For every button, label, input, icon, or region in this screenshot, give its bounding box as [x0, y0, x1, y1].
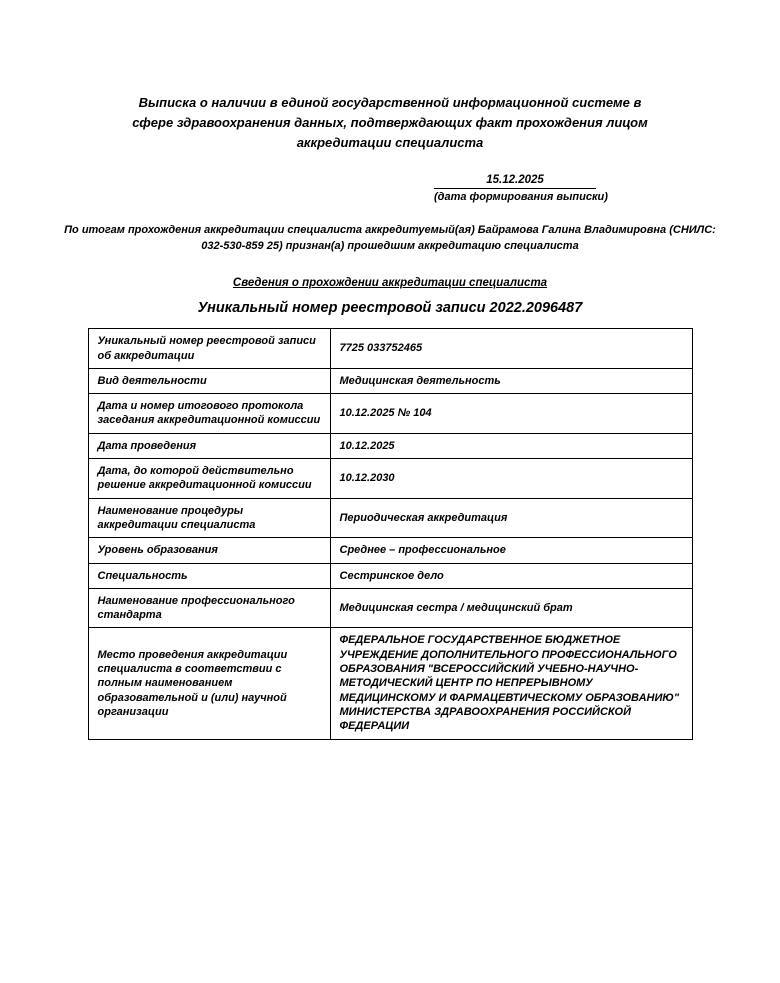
row-value: 10.12.2025 № 104: [330, 394, 692, 434]
row-value: Периодическая аккредитация: [330, 498, 692, 538]
row-value: 10.12.2025: [330, 433, 692, 458]
document-page: [0, 93, 780, 983]
row-value: Сестринское дело: [330, 563, 692, 588]
row-label: Наименование процедуры аккредитации специалиста: [88, 498, 330, 538]
table-row: [88, 588, 692, 628]
table-row: [88, 459, 692, 499]
registry-number-heading: Уникальный номер реестровой записи 2022.2096487: [197, 300, 583, 317]
row-value: Медицинская деятельность: [330, 368, 692, 393]
table-row: [88, 433, 692, 458]
row-value: 10.12.2030: [330, 459, 692, 499]
row-label: Уровень образования: [88, 538, 330, 563]
table-row: [88, 368, 692, 393]
row-label: Наименование профессионального стандарта: [88, 588, 330, 628]
row-value: 7725 033752465: [330, 329, 692, 369]
document-title: Выписка о наличии в единой государственной информационной системе в сфере здравоохранения данных, подтверждающих факт прохождения лицом аккредитации специалиста: [132, 95, 648, 151]
row-label: Уникальный номер реестровой записи об аккредитации: [88, 329, 330, 369]
row-value: ФЕДЕРАЛЬНОЕ ГОСУДАРСТВЕННОЕ БЮДЖЕТНОЕ УЧРЕЖДЕНИЕ ДОПОЛНИТЕЛЬНОГО ПРОФЕССИОНАЛЬНОГО ОБРАЗОВАНИЯ "ВСЕРОССИЙСКИЙ УЧЕБНО-НАУЧНО-МЕТОДИЧЕСКИЙ ЦЕНТР ПО НЕПРЕРЫВНОМУ МЕДИЦИНСКОМУ И ФАРМАЦЕВТИЧЕСКОМУ ОБРАЗОВАНИЮ" МИНИСТЕРСТВА ЗДРАВООХРАНЕНИЯ РОССИЙСКОЙ ФЕДЕРАЦИИ: [330, 628, 692, 739]
row-label: Дата проведения: [88, 433, 330, 458]
table-row: [88, 394, 692, 434]
row-value: Среднее – профессиональное: [330, 538, 692, 563]
table-row: [88, 329, 692, 369]
section-heading: Сведения о прохождении аккредитации специалиста: [232, 277, 548, 290]
extract-date: 15.12.2025: [434, 174, 596, 189]
accreditation-summary: По итогам прохождения аккредитации специалиста аккредитуемый(ая) Байрамова Галина Владимировна (СНИЛС: 032-530-859 25) признан(а) прошедшим аккредитацию специалиста: [64, 224, 716, 253]
row-label: Место проведения аккредитации специалиста в соответствии с полным наименованием образовательной и (или) научной организации: [88, 628, 330, 739]
row-label: Вид деятельности: [88, 368, 330, 393]
extract-date-caption: (дата формирования выписки): [434, 191, 608, 204]
row-label: Специальность: [88, 563, 330, 588]
table-row: [88, 538, 692, 563]
table-row: [88, 563, 692, 588]
accreditation-details-table: [88, 328, 693, 739]
row-value: Медицинская сестра / медицинский брат: [330, 588, 692, 628]
table-row: [88, 628, 692, 739]
extract-date-block: [434, 174, 608, 204]
row-label: Дата, до которой действительно решение аккредитационной комиссии: [88, 459, 330, 499]
row-label: Дата и номер итогового протокола заседания аккредитационной комиссии: [88, 394, 330, 434]
table-row: [88, 498, 692, 538]
